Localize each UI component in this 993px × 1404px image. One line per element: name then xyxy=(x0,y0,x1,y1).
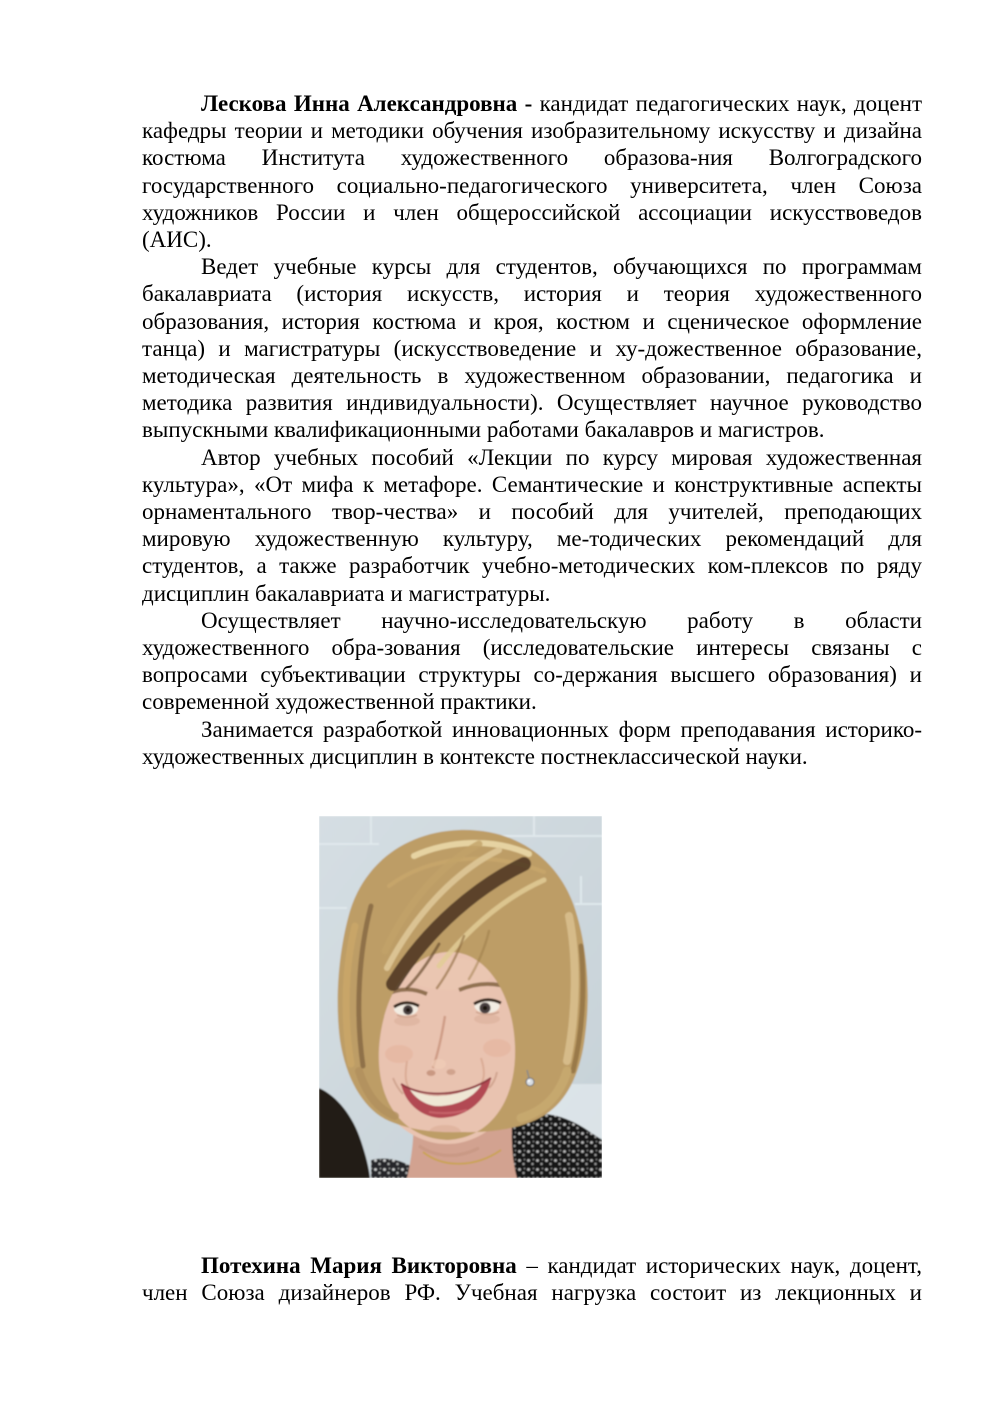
bio-paragraph-intro-potekhina xyxy=(142,1252,922,1306)
portrait-photo-svg xyxy=(319,816,602,1178)
portrait-photo xyxy=(319,816,602,1178)
bio-paragraph-innovation: Занимается разработкой инновационных форм преподавания историко-художественных дисциплин в контексте постнеклассической науки. xyxy=(142,716,922,769)
paragraph-text: – кандидат исторических наук, доцент, член Союза дизайнеров РФ. Учебная нагрузка состоит из лекционных и xyxy=(142,1253,922,1306)
bio-paragraph-intro xyxy=(142,90,922,253)
bio-section-leskova xyxy=(142,90,922,770)
bio-paragraph-author: Автор учебных пособий «Лекции по курсу мировая художественная культура», «От мифа к метафоре. Семантические и конструктивные аспекты орнаментального твор-чества» и пособий для учителей, преподающих мировую художественную культуру, ме-тодических рекомендаций для студентов, а также разработчик учебно-методических ком-плексов по ряду дисциплин бакалавриата и магистратуры. xyxy=(142,444,922,606)
person-name-potekhina: Потехина Мария Викторовна xyxy=(201,1253,517,1278)
paragraph-text: кандидат педагогических наук, доцент кафедры теории и методики обучения изобразительному искусству и дизайна костюма Института художественного образова-ния Волгоградского государственного социально-педагогического университета, член Союза художников России и член общероссийской ассоциации искусствоведов (АИС). xyxy=(142,91,922,253)
bio-section-potekhina xyxy=(142,1252,922,1306)
bio-paragraph-courses: Ведет учебные курсы для студентов, обучающихся по программам бакалавриата (история искусств, история и теория художественного образования, история костюма и кроя, костюм и сценическое оформление танца) и магистратуры (искусствоведение и ху-дожественное образование, методическая деятельность в художественном образовании, педагогика и методика развития индивидуальности). Осуществляет научное руководство выпускными квалификационными работами бакалавров и магистров. xyxy=(142,254,922,443)
bio-paragraph-research: Осуществляет научно-исследовательскую работу в области художественного обра-зования (исследовательские интересы связаны с вопросами субъективации структуры со-держания высшего образования) и современной художественной практики. xyxy=(142,607,922,715)
person-name-leskova: Лескова Инна Александровна - xyxy=(201,91,533,116)
